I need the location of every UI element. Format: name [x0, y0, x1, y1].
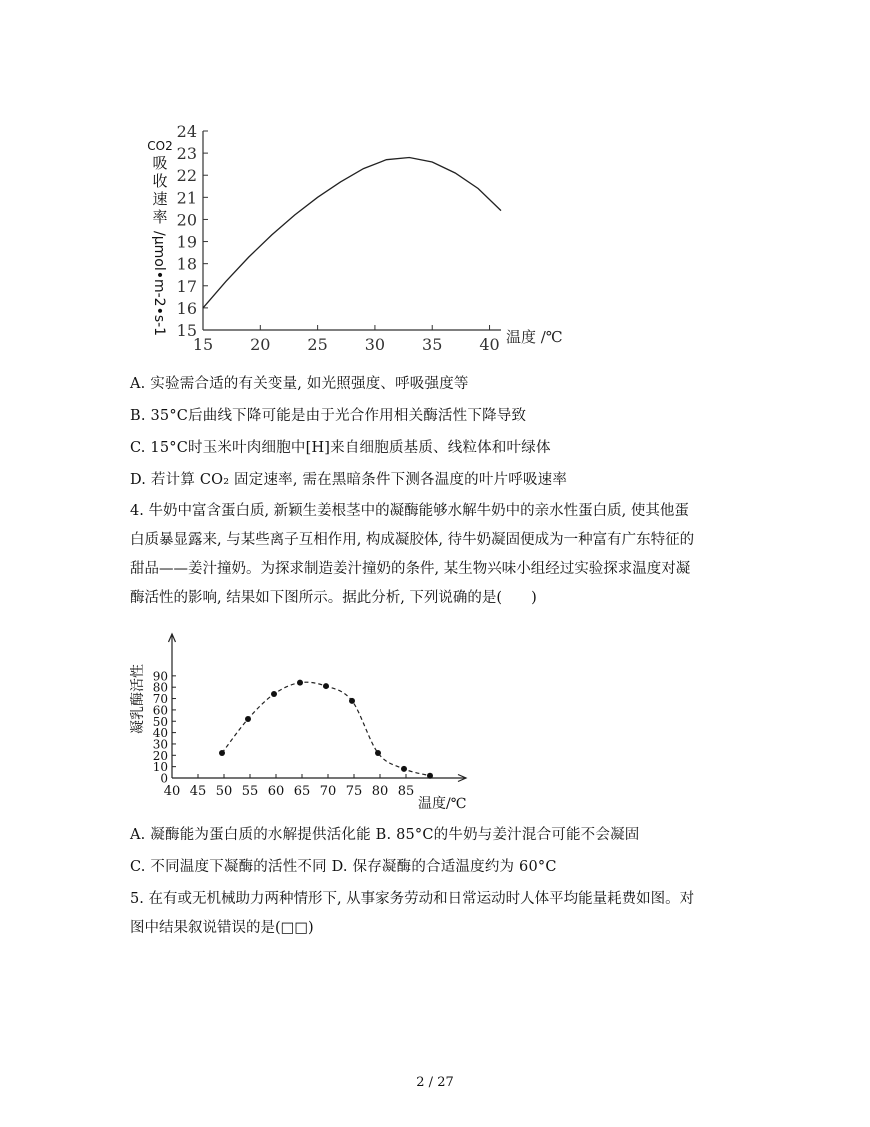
q4-stem-line: 白质暴显露来, 与某些离子互相作用, 构成凝胶体, 待牛奶凝固便成为一种富有广东特征的	[130, 532, 695, 548]
y-axis-label-unit: /μmol•m-2•s-1	[151, 231, 167, 337]
y-tick-label: 17	[176, 276, 197, 296]
y-axis-label-char: 收	[152, 172, 168, 190]
y-tick-label: 80	[152, 680, 168, 695]
x-axis-label: 温度 /℃	[506, 328, 563, 346]
q5-stem	[130, 885, 750, 943]
x-tick-label: 50	[215, 784, 233, 799]
co2-absorption-chart	[140, 118, 580, 358]
y-tick-label: 40	[152, 726, 168, 741]
current-page: 2	[416, 1075, 425, 1090]
y-axis-label-co2: CO2	[147, 139, 173, 153]
x-tick-label: 60	[267, 784, 285, 799]
q4-stem-line: 酶活性的影响, 结果如下图所示。据此分析, 下列说确的是( )	[130, 590, 537, 606]
data-point	[323, 683, 329, 689]
y-tick-label: 60	[152, 703, 168, 718]
rennet-activity-curve	[222, 682, 430, 775]
y-tick-label: 0	[160, 771, 168, 786]
y-tick-label: 50	[152, 714, 168, 729]
x-tick-label: 15	[192, 335, 214, 354]
y-axis-label-char: 吸	[152, 154, 168, 172]
q3-option-a: A. 实验需合适的有关变量, 如光照强度、呼吸强度等	[130, 376, 469, 392]
y-axis-label-char: 率	[152, 208, 168, 226]
y-axis-label: 凝乳酶活性	[130, 664, 146, 734]
y-tick-label: 24	[176, 122, 197, 141]
x-axis-label: 温度/℃	[418, 796, 467, 812]
x-tick-label: 85	[397, 784, 415, 799]
x-tick-label: 55	[241, 784, 259, 799]
data-point	[375, 750, 381, 756]
x-tick-label: 45	[189, 784, 207, 799]
y-tick-label: 70	[152, 692, 168, 707]
q4-option-cd: C. 不同温度下凝酶的活性不同 D. 保存凝酶的合适温度约为 60°C	[130, 859, 557, 875]
x-tick-label: 70	[319, 784, 337, 799]
x-tick-label: 35	[422, 335, 443, 354]
x-tick-label: 65	[293, 784, 311, 799]
x-tick-label: 20	[250, 335, 271, 354]
data-point	[427, 773, 433, 779]
data-point	[219, 750, 225, 756]
page-separator: /	[428, 1075, 434, 1090]
rennet-activity-chart	[120, 622, 480, 817]
y-tick-label: 23	[176, 144, 197, 164]
total-pages: 27	[437, 1075, 454, 1090]
q4-stem-line: 甜品——姜汁撞奶。为探求制造姜汁撞奶的条件, 某生物兴味小组经过实验探求温度对凝	[130, 561, 691, 577]
x-tick-label: 80	[371, 784, 389, 799]
y-tick-label: 16	[176, 298, 197, 318]
y-tick-label: 15	[176, 321, 197, 340]
x-tick-label: 25	[307, 335, 328, 354]
y-tick-label: 21	[176, 188, 197, 208]
data-point	[349, 698, 355, 704]
y-tick-label: 30	[152, 737, 168, 752]
x-tick-label: 75	[345, 784, 363, 799]
q3-option-c: C. 15°C时玉米叶肉细胞中[H]来自细胞质基质、线粒体和叶绿体	[130, 440, 551, 456]
q3-option-d: D. 若计算 CO₂ 固定速率, 需在黑暗条件下测各温度的叶片呼吸速率	[130, 472, 568, 488]
y-tick-label: 19	[176, 232, 197, 252]
y-tick-label: 20	[176, 210, 197, 230]
data-point	[245, 716, 251, 722]
data-point	[297, 680, 303, 686]
q4-option-ab: A. 凝酶能为蛋白质的水解提供活化能 B. 85°C的牛奶与姜汁混合可能不会凝固	[130, 827, 640, 843]
x-tick-label: 40	[163, 784, 181, 799]
data-point	[401, 766, 407, 772]
q5-stem-line: 5. 在有或无机械助力两种情形下, 从事家务劳动和日常运动时人体平均能量耗费如图。对	[130, 891, 695, 907]
q3-option-b: B. 35°C后曲线下降可能是由于光合作用相关酶活性下降导致	[130, 408, 527, 424]
page-number	[0, 1075, 870, 1090]
co2-absorption-curve	[203, 158, 501, 308]
y-tick-label: 18	[176, 254, 197, 274]
x-tick-label: 30	[364, 335, 386, 354]
y-tick-label: 20	[152, 748, 168, 763]
y-tick-label: 90	[152, 669, 168, 684]
y-tick-label: 22	[176, 166, 197, 186]
q5-stem-line: 图中结果叙说错误的是(□□)	[130, 920, 314, 936]
q4-stem	[130, 497, 750, 613]
q4-stem-line: 4. 牛奶中富含蛋白质, 新颖生姜根茎中的凝酶能够水解牛奶中的亲水性蛋白质, 使其他蛋	[130, 503, 689, 519]
y-tick-label: 10	[152, 760, 168, 775]
data-point	[271, 691, 277, 697]
y-axis-label-char: 速	[152, 190, 168, 208]
x-tick-label: 40	[479, 335, 500, 354]
